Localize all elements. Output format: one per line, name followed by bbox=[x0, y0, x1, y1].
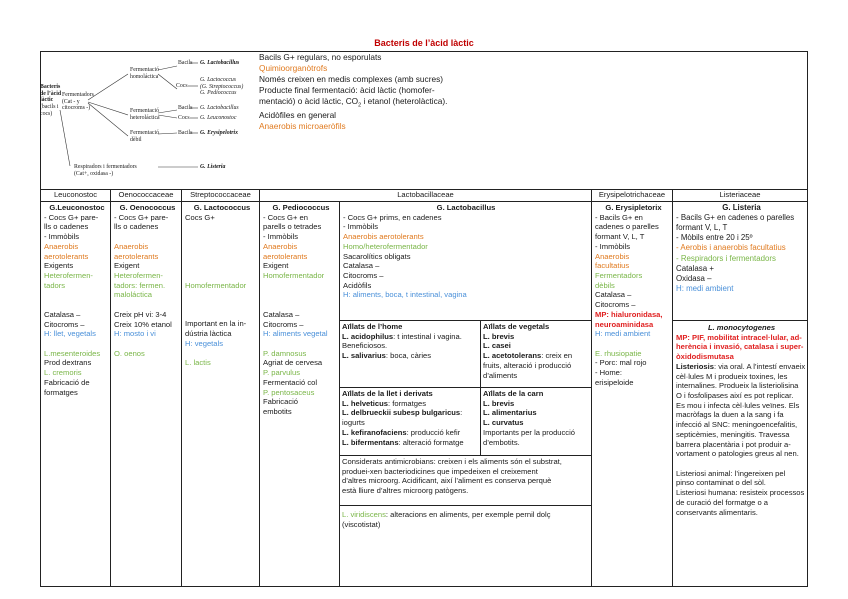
species: L. delbrueckii subesp bulgaricus bbox=[342, 408, 461, 418]
diagram-cocs-genera bbox=[200, 77, 243, 97]
text-line: Exigent bbox=[114, 261, 140, 271]
text-line: d’aliments bbox=[483, 370, 518, 380]
header-bottom-border bbox=[40, 201, 808, 202]
species: L. cremoris bbox=[44, 368, 82, 378]
text-line: Anaerobis bbox=[263, 241, 298, 251]
diagram-genus: G. Lactobacillus bbox=[200, 60, 240, 66]
text-line: Anaerobis bbox=[44, 241, 79, 251]
text-line: erisipeloide bbox=[595, 377, 634, 387]
text-line: Exigent bbox=[263, 261, 289, 271]
diagram-bacils: Bacils bbox=[178, 130, 193, 136]
species: L. salivarius bbox=[342, 351, 386, 361]
genus-name: G. Oenococcus bbox=[119, 203, 176, 212]
intro-line: Quimioorganòtrofs bbox=[259, 63, 328, 74]
table-bottom-border bbox=[40, 586, 808, 587]
text-line: Citocroms – bbox=[44, 319, 85, 329]
text-line: - Home: bbox=[595, 368, 623, 378]
box-line bbox=[339, 505, 592, 506]
diagram-text: G. Pediococcus bbox=[200, 90, 237, 97]
col-divider bbox=[181, 189, 182, 587]
pathogenicity: herència i invasió, catalasa i super- bbox=[676, 342, 804, 352]
lactococcus-cell bbox=[185, 203, 259, 368]
diagram-debil bbox=[130, 130, 159, 143]
box-title: Aïllats de la llet i derivats bbox=[342, 389, 433, 398]
species: O. oenos bbox=[114, 348, 145, 358]
pathogenicity: MP: hialuronidasa, bbox=[595, 309, 663, 319]
text-line: Citocroms – bbox=[343, 271, 384, 281]
viridiscens-box bbox=[342, 510, 591, 529]
col-divider bbox=[672, 189, 673, 587]
diagram-genus: G. Listeria bbox=[200, 164, 226, 170]
text-line: dèbils bbox=[595, 280, 615, 290]
species: L. lactis bbox=[185, 358, 211, 368]
intro-line: Producte final fermentació: àcid làctic (homofer- bbox=[259, 85, 435, 96]
text-line: lls o cadenes bbox=[114, 222, 159, 232]
pathogenicity: MP: PIF, mobilitat intracel·lular, ad- bbox=[676, 332, 802, 342]
diagram-text: Respiradors i fermentadors bbox=[74, 164, 137, 170]
habitat: H: vegetals bbox=[185, 338, 223, 348]
text-line: formant V, L, T bbox=[676, 223, 728, 233]
text-line: Anaerobis aerotolerants bbox=[343, 232, 424, 242]
intro-text bbox=[259, 52, 599, 132]
diagram-genus: G. Lactobacillus bbox=[200, 105, 239, 111]
text-line: Fermentació col bbox=[263, 377, 318, 387]
intro-line: Anaerobis microaeròfils bbox=[259, 121, 346, 132]
text-line: - Immòbils bbox=[343, 222, 379, 232]
text-line: Important en la in- bbox=[185, 319, 247, 329]
col-divider bbox=[591, 189, 592, 587]
box-line bbox=[672, 320, 808, 321]
aillats-vegetals-box bbox=[483, 322, 591, 380]
header-oenococcaceae: Oenococcaceae bbox=[118, 190, 174, 199]
text-line: Acidòfils bbox=[343, 280, 372, 290]
header-listeriaceae: Listeriaceae bbox=[719, 190, 761, 199]
species-note: : producció kefir bbox=[406, 427, 461, 437]
text-line: Cocs G+ bbox=[185, 212, 215, 222]
box-line bbox=[339, 320, 592, 321]
species-title: L. monocytogenes bbox=[707, 323, 776, 332]
diagram-homolactica bbox=[130, 67, 159, 80]
text-line: macròfags la duen a la sang i fa bbox=[676, 410, 784, 420]
diagram-text: Bacteris bbox=[40, 84, 61, 90]
diagram-heterolactica bbox=[130, 108, 160, 121]
species-note: : boca, càries bbox=[385, 351, 432, 361]
species-note: : creix en bbox=[541, 351, 573, 361]
header-streptococcaceae: Streptococcaceae bbox=[190, 190, 251, 199]
diagram-bacils: Bacils bbox=[178, 105, 193, 111]
diagram-text: Fermentació bbox=[130, 67, 159, 73]
species: L. acidophilus bbox=[342, 331, 394, 341]
species: L. curvatus bbox=[483, 418, 524, 428]
text-line: Homofermentador bbox=[263, 271, 325, 281]
box-line bbox=[339, 455, 592, 456]
text-line bbox=[342, 399, 480, 409]
text-line: d’altres microorg. Acidificant, així l’aliment es conserva perquè bbox=[342, 476, 552, 486]
text-line: tadors: fermen. bbox=[114, 280, 166, 290]
species: L. acetotolerans bbox=[483, 351, 542, 361]
listeria-monocytogenes-cell bbox=[676, 323, 807, 517]
intro-line: Només creixen en medis complexes (amb sucres) bbox=[259, 74, 443, 85]
diagram-cocs: Cocs bbox=[178, 115, 190, 121]
intro-line bbox=[259, 96, 599, 110]
genus-name: G. Pediococcus bbox=[272, 203, 330, 212]
diagram-text: làctic bbox=[40, 97, 54, 104]
text-line: - Mòbils entre 20 i 25º bbox=[676, 233, 753, 243]
diagram-genus: G. Erysipelotrix bbox=[200, 130, 239, 136]
header-lactobacillaceae: Lactobacillaceae bbox=[397, 190, 454, 199]
text-line: - Porc: mal rojo bbox=[595, 358, 647, 368]
text-line: fruits, alteració i producció bbox=[483, 360, 572, 370]
text-line bbox=[342, 332, 480, 342]
text-line: Oxidasa – bbox=[676, 273, 712, 283]
text-line: Catalasa – bbox=[343, 261, 380, 271]
text-line: aerotolerants bbox=[44, 251, 89, 261]
lactobacillus-cell bbox=[343, 203, 589, 300]
text-line: parells o tetrades bbox=[263, 222, 322, 232]
diagram-text: G. Lactococcus bbox=[200, 77, 237, 83]
text-line: cadenes o parelles bbox=[595, 222, 659, 232]
text-line: Listeriosi humana: resisteix processos bbox=[676, 488, 805, 498]
diagram-text: (bacils i bbox=[40, 103, 59, 110]
text-line: - Respiradors i fermentadors bbox=[676, 253, 776, 263]
diagram-respiradors bbox=[74, 164, 137, 177]
intro-text-part: mentació) o àcid làctic, CO bbox=[259, 96, 359, 107]
genus-name: G. Lactobacillus bbox=[436, 203, 496, 212]
erysipelotrix-cell bbox=[595, 203, 672, 388]
pathogenicity: neuroaminidasa bbox=[595, 319, 654, 329]
diagram-text: Fermentació bbox=[130, 108, 159, 114]
text-line: Citocroms – bbox=[263, 319, 304, 329]
text-line: Creix 10% etanol bbox=[114, 319, 172, 329]
text-line: - Cocs G+ pare- bbox=[114, 212, 169, 222]
page-title: Bacteris de l’àcid làctic bbox=[374, 38, 474, 48]
pediococcus-cell bbox=[263, 203, 339, 417]
species: L. alimentarius bbox=[483, 408, 537, 418]
text-line: lls o cadenes bbox=[44, 222, 89, 232]
text-line bbox=[483, 351, 591, 361]
species: L. kefiranofaciens bbox=[342, 427, 407, 437]
text-line: - Cocs G+ pare- bbox=[44, 212, 99, 222]
text-line: Creix pH vi: 3-4 bbox=[114, 309, 167, 319]
text-line: Listeriosi animal: l’ingereixen pel bbox=[676, 468, 786, 478]
species: L.mesenteroides bbox=[44, 348, 101, 358]
text-line: Catalasa – bbox=[263, 309, 300, 319]
text-line: formatges bbox=[44, 387, 78, 397]
text-line: Sacarolítics obligats bbox=[343, 251, 411, 261]
text-line bbox=[342, 510, 591, 520]
box-line bbox=[339, 387, 592, 388]
text-line: facultatius bbox=[595, 261, 630, 271]
classification-diagram bbox=[40, 52, 255, 187]
text-line: vortament o patologies greus al nen. bbox=[676, 449, 799, 459]
text-line: Exigents bbox=[44, 261, 74, 271]
table-right-border bbox=[807, 51, 808, 587]
text-line: pinso contaminat o del sòl. bbox=[676, 478, 766, 488]
diagram-text: Fermentació bbox=[130, 130, 159, 136]
habitat: H: mosto i vi bbox=[114, 329, 156, 339]
text-line: formant V, L, T bbox=[595, 232, 645, 242]
text-line: Es mou i infecta cèl·lules veïnes. Els bbox=[676, 400, 800, 410]
diagram-bacils: Bacils bbox=[178, 60, 193, 66]
text-line: Importants per la producció bbox=[483, 427, 576, 437]
listeria-cell bbox=[676, 203, 807, 294]
intro-line: Acidòfiles en general bbox=[259, 110, 337, 121]
diagram-text: Fermentadors bbox=[62, 92, 94, 98]
text-line bbox=[342, 351, 480, 361]
diagram-text: dèbil bbox=[130, 136, 142, 143]
text-line: aerotolerants bbox=[263, 251, 308, 261]
header-leuconostoc: Leuconostoc bbox=[53, 190, 98, 199]
text-line: - Immòbils bbox=[595, 241, 631, 251]
species-note: : alteració formatge bbox=[398, 437, 464, 447]
text-line: conservants alimentaris. bbox=[676, 507, 758, 517]
text-line: Anaerobis bbox=[595, 251, 630, 261]
text-line: O i fosfolipases així es pot replicar. bbox=[676, 391, 794, 401]
text-line bbox=[342, 438, 480, 448]
text-line: Considerats antimicrobians: creixen i els aliments són el substrat, bbox=[342, 457, 562, 466]
habitat: H: aliments vegetal bbox=[263, 329, 328, 339]
habitat: H: aliments, boca, t intestinal, vagina bbox=[343, 290, 467, 300]
diagram-text: de l’àcid bbox=[40, 90, 62, 97]
diagram-genus: G. Leuconostoc bbox=[200, 115, 237, 121]
text-line: embotits bbox=[263, 406, 292, 416]
col-divider bbox=[259, 189, 260, 587]
species: L. helveticus bbox=[342, 398, 389, 408]
disease-name: Listeriosis bbox=[676, 361, 714, 371]
aillats-llet-box bbox=[342, 389, 480, 447]
subscript: 2 bbox=[358, 102, 362, 109]
box-title: Aïllats de l’home bbox=[342, 322, 403, 331]
species: L. brevis bbox=[483, 331, 515, 341]
text-line: Catalasa – bbox=[595, 290, 632, 300]
genus-name: G. Listeria bbox=[722, 203, 761, 212]
habitat: H: llet, vegetals bbox=[44, 329, 96, 339]
box-line bbox=[480, 320, 481, 455]
diagram-fermentadors bbox=[62, 92, 94, 112]
box-title: Aïllats de la carn bbox=[483, 389, 544, 398]
species: P. damnosus bbox=[263, 348, 307, 358]
oenococcus-cell bbox=[114, 203, 181, 358]
species: L. brevis bbox=[483, 398, 515, 408]
col-divider bbox=[110, 189, 111, 587]
col-divider bbox=[339, 201, 340, 587]
aillats-carn-box bbox=[483, 389, 591, 447]
text-line: d’embotits. bbox=[483, 437, 520, 447]
text-line: Fabricació de bbox=[44, 377, 90, 387]
antimicrobians-box bbox=[342, 457, 591, 496]
text-line: Heterofermen- bbox=[114, 271, 163, 280]
text-line: produei-xen bacteriodicines que impedeixen el creixement bbox=[342, 466, 538, 476]
text-line: maloláctica bbox=[114, 290, 152, 300]
diagram-text: heteroláctica bbox=[130, 114, 160, 121]
habitat: H: medi ambient bbox=[676, 283, 734, 293]
species-note: : alteracions en aliments, per exemple pernil dolç bbox=[385, 510, 551, 519]
text-line: internalines. Produeix la listeriolisina bbox=[676, 381, 799, 391]
text-line: Citocroms – bbox=[595, 300, 636, 310]
diagram-text: (Cat+, oxidasa -) bbox=[74, 170, 114, 177]
diagram-text: citocroms -) bbox=[62, 105, 91, 112]
diagram-text: (Cat - y bbox=[62, 98, 80, 105]
box-title: Aïllats de vegetals bbox=[483, 322, 550, 331]
text-line: cèl·lules M i produeix toxines, les bbox=[676, 371, 788, 381]
text-line: iogurts bbox=[342, 418, 365, 428]
diagram-text: cocs) bbox=[40, 110, 53, 117]
text-line bbox=[342, 428, 480, 438]
species: L. viridiscens bbox=[342, 510, 386, 519]
text-line: Prod dextrans bbox=[44, 358, 92, 368]
text-line: Heterofermen- bbox=[44, 271, 93, 281]
intro-line: Bacils G+ regulars, no esporulats bbox=[259, 52, 382, 62]
text-line: - Bacils G+ en bbox=[595, 212, 643, 222]
text-line: Homofermentador bbox=[185, 280, 247, 290]
text-line: Anaerobis bbox=[114, 241, 149, 251]
text-line: - Cocs G+ prims, en cadenes bbox=[343, 212, 442, 222]
habitat: H: medi ambient bbox=[595, 329, 651, 339]
text-line: tadors bbox=[44, 280, 66, 290]
species: P. parvulus bbox=[263, 368, 301, 378]
text-line: septicèmies, meningitis. Travessa bbox=[676, 429, 790, 439]
text-line: Catalasa – bbox=[44, 309, 81, 319]
diagram-cocs: Cocs bbox=[176, 83, 188, 89]
aillats-home-box bbox=[342, 322, 480, 361]
text-line: està lliure d’altres microorg patògens. bbox=[342, 486, 469, 496]
text-line: (viscotistat) bbox=[342, 519, 381, 529]
text-line: barrera placentària i pot produir a- bbox=[676, 439, 791, 449]
text-line: - Cocs G+ en bbox=[263, 212, 308, 222]
disease-text: : via oral. A l’intestí envaeix bbox=[713, 361, 806, 371]
intro-text-part: i etanol (heterolàctica). bbox=[361, 96, 448, 107]
text-line bbox=[676, 362, 807, 372]
header-erysipelotrichaceae: Erysipelotrichaceae bbox=[598, 190, 666, 199]
text-line: de curació del formatge o a bbox=[676, 497, 769, 507]
pathogenicity: òxidodismutasa bbox=[676, 352, 734, 362]
text-line: - Bacils G+ en cadenes o parelles bbox=[676, 213, 795, 223]
text-line bbox=[342, 408, 480, 418]
diagram-text: (G. Streptococcus) bbox=[200, 83, 244, 90]
text-line: Fermentadors bbox=[595, 271, 643, 281]
text-line: - Immòbils bbox=[263, 232, 299, 242]
species: P. pentosaceus bbox=[263, 387, 315, 397]
text-line: - Immòbils bbox=[44, 232, 80, 242]
species-note: : bbox=[460, 408, 463, 418]
genus-name: G. Erysipletorix bbox=[605, 203, 662, 212]
species-note: : t intestinal i vagina. bbox=[393, 331, 462, 341]
text-line: aerotolerants bbox=[114, 251, 159, 261]
text-line: Catalasa + bbox=[676, 263, 714, 273]
genus-name: G. Lactococcus bbox=[193, 203, 251, 212]
text-line: infecció al SNC: meningoencefalitis, bbox=[676, 420, 798, 430]
text-line: dústria làctica bbox=[185, 329, 232, 339]
genus-name: G.Leuconostoc bbox=[49, 203, 105, 212]
leuconostoc-cell bbox=[44, 203, 110, 397]
text-line: - Aerobis i anaerobis facultatius bbox=[676, 243, 786, 253]
species: E. rhusiopatie bbox=[595, 348, 642, 358]
diagram-root bbox=[40, 84, 61, 117]
species: L. casei bbox=[483, 341, 511, 351]
text-line: Beneficiosos. bbox=[342, 341, 388, 351]
species: L. bifermentans bbox=[342, 437, 399, 447]
species-note: : formatges bbox=[388, 398, 426, 408]
text-line: Fabricació bbox=[263, 397, 299, 407]
text-line: Homo/heterofermentador bbox=[343, 241, 428, 251]
diagram-text: homoláctica bbox=[130, 73, 159, 80]
text-line: Agriat de cervesa bbox=[263, 358, 323, 368]
